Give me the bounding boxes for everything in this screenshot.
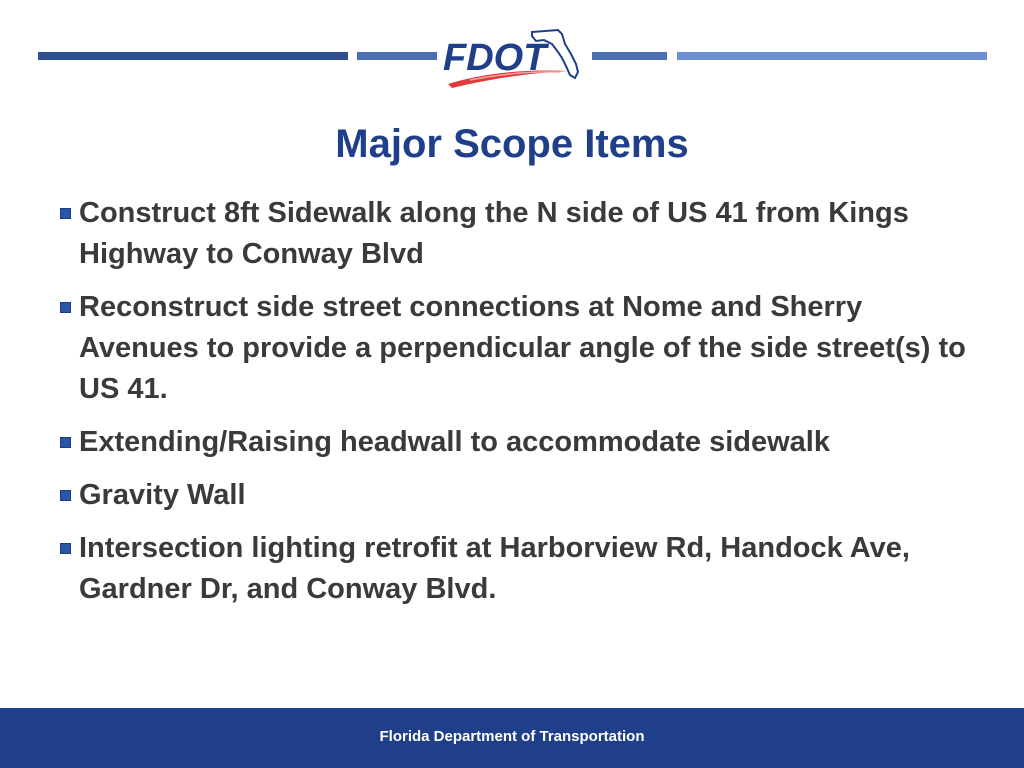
square-bullet-icon: [60, 543, 71, 554]
bullet-item-sidewalk: [60, 193, 980, 275]
header-stripe-mid-right: [592, 52, 667, 60]
bullet-item-lighting: [60, 528, 980, 610]
fdot-logo: [440, 24, 585, 92]
header-stripe-right: [677, 52, 987, 60]
scope-items-list: [60, 193, 980, 622]
bullet-text: Gravity Wall: [79, 479, 246, 511]
square-bullet-icon: [60, 490, 71, 501]
slide-title: Major Scope Items: [335, 122, 689, 166]
bullet-item-headwall: [60, 422, 980, 463]
square-bullet-icon: [60, 437, 71, 448]
header-stripe-mid-left: [357, 52, 437, 60]
square-bullet-icon: [60, 302, 71, 313]
bullet-item-side-streets: [60, 287, 980, 410]
footer-bar: [0, 708, 1024, 768]
square-bullet-icon: [60, 208, 71, 219]
bullet-text: Construct 8ft Sidewalk along the N side of US 41 from Kings Highway to Conway Blvd: [79, 197, 909, 270]
bullet-item-gravity-wall: [60, 475, 980, 516]
logo-text: FDOT: [443, 37, 547, 79]
bullet-text: Extending/Raising headwall to accommodate sidewalk: [79, 426, 830, 458]
header-stripe-left: [38, 52, 348, 60]
bullet-text: Reconstruct side street connections at Nome and Sherry Avenues to provide a perpendicular angle of the side street(s) to US 41.: [79, 291, 966, 405]
bullet-text: Intersection lighting retrofit at Harborview Rd, Handock Ave, Gardner Dr, and Conway Blvd.: [79, 532, 910, 605]
footer-text: Florida Department of Transportation: [379, 728, 645, 745]
